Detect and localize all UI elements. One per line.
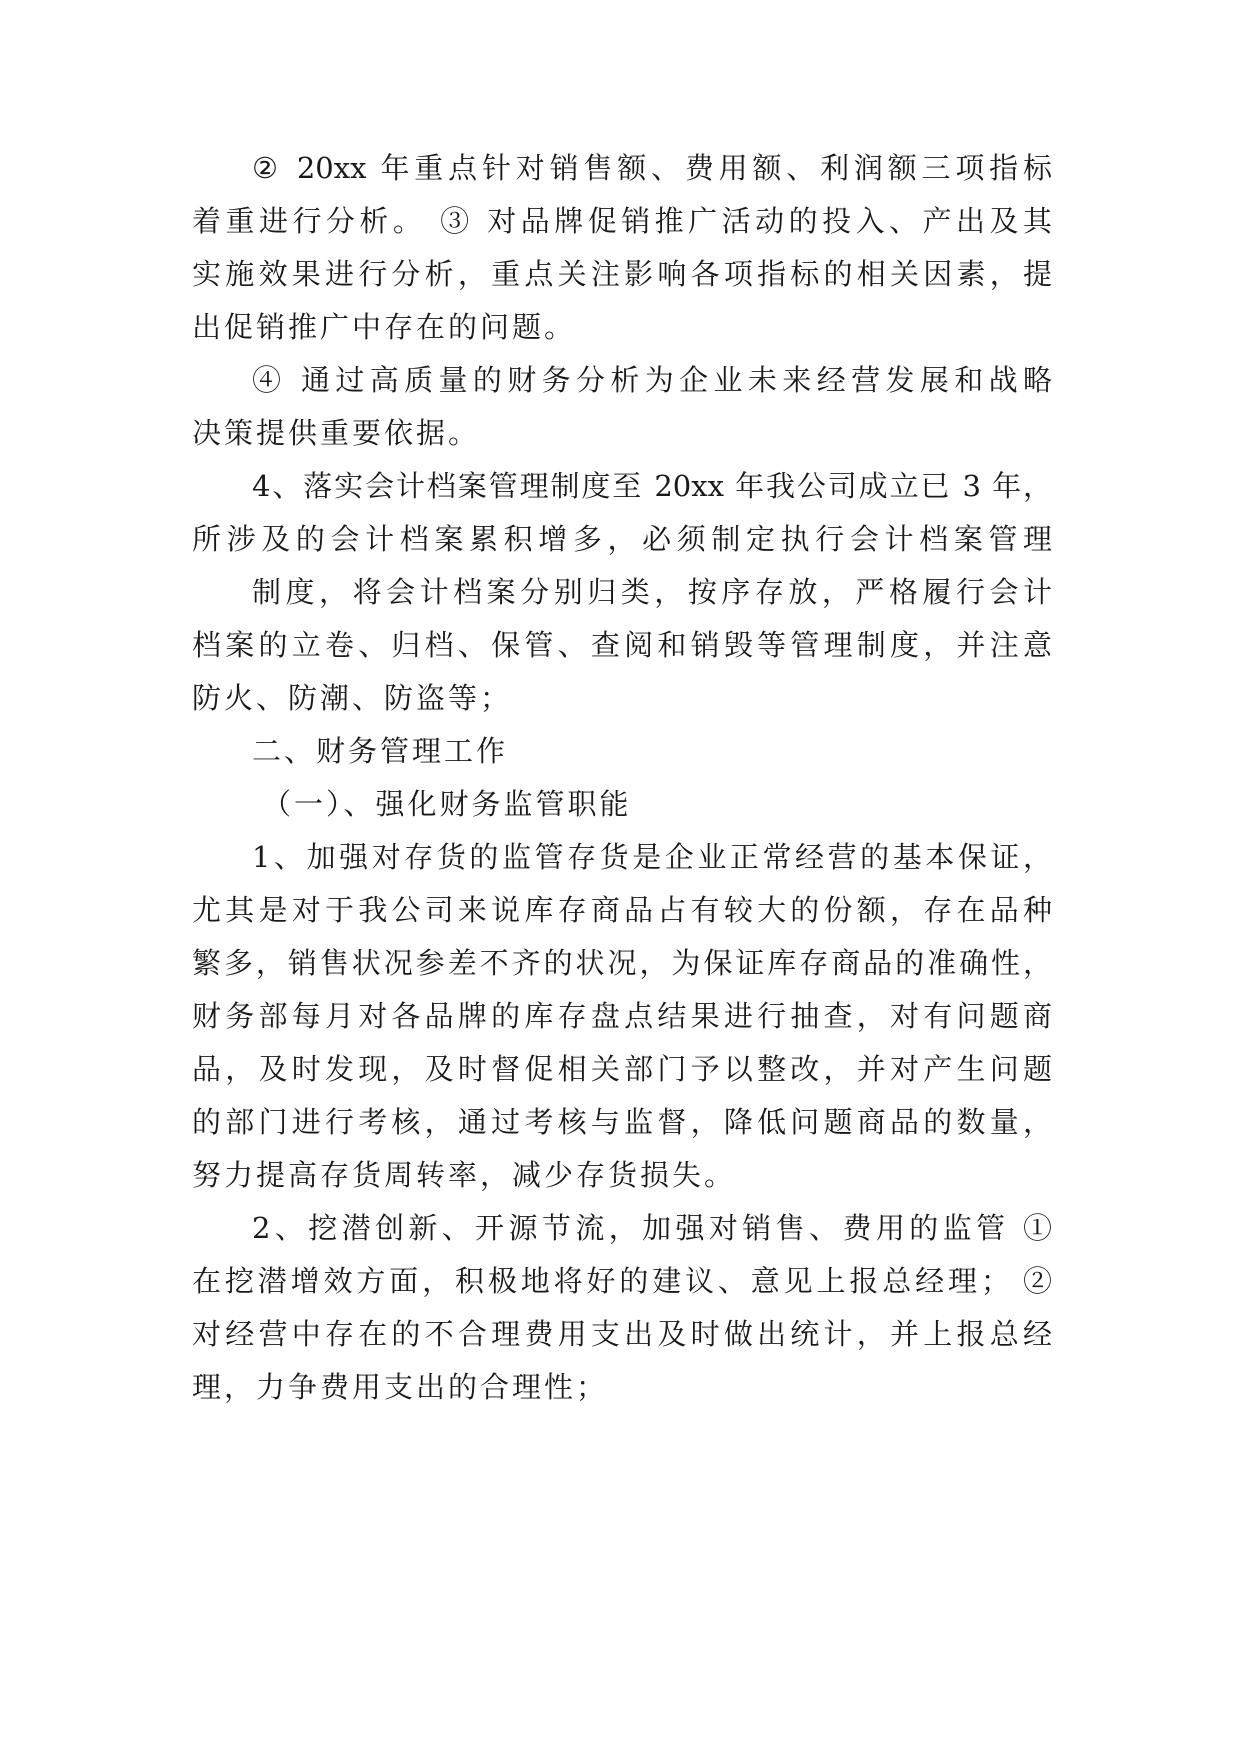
paragraph-line-15: 尤其是对于我公司来说库存商品占有较大的份额，存在品种 <box>192 893 1052 927</box>
paragraph-line-20: 努力提高存货周转率，减少存货损失。 <box>192 1158 737 1192</box>
paragraph-line-8: 所涉及的会计档案累积增多，必须制定执行会计档案管理 <box>192 522 1052 556</box>
paragraph-line-9: 制度，将会计档案分别归类，按序存放，严格履行会计 <box>252 575 1052 609</box>
paragraph-line-22: 在挖潜增效方面，积极地将好的建议、意见上报总经理； ② <box>192 1264 1052 1298</box>
paragraph-line-24: 理，力争费用支出的合理性； <box>192 1370 609 1404</box>
paragraph-line-4: 出促销推广中存在的问题。 <box>192 310 577 344</box>
subsection-heading: （一）、强化财务监管职能 <box>262 787 632 821</box>
paragraph-line-3: 实施效果进行分析，重点关注影响各项指标的相关因素，提 <box>192 257 1052 291</box>
paragraph-line-11: 防火、防潮、防盗等； <box>192 681 513 715</box>
paragraph-line-23: 对经营中存在的不合理费用支出及时做出统计，并上报总经 <box>192 1317 1052 1351</box>
paragraph-line-2: 着重进行分析。 ③ 对品牌促销推广活动的投入、产出及其 <box>192 204 1052 238</box>
paragraph-line-17: 财务部每月对各品牌的库存盘点结果进行抽查，对有问题商 <box>192 999 1052 1033</box>
paragraph-line-19: 的部门进行考核，通过考核与监督，降低问题商品的数量， <box>192 1105 1052 1139</box>
paragraph-line-6: 决策提供重要依据。 <box>192 416 481 450</box>
paragraph-line-5: ④ 通过高质量的财务分析为企业未来经营发展和战略 <box>252 363 1052 397</box>
section-heading: 二、财务管理工作 <box>252 734 509 768</box>
paragraph-line-14: 1、加强对存货的监管存货是企业正常经营的基本保证， <box>252 840 1052 874</box>
paragraph-line-10: 档案的立卷、归档、保管、查阅和销毁等管理制度，并注意 <box>192 628 1052 662</box>
paragraph-line-21: 2、挖潜创新、开源节流，加强对销售、费用的监管 ① <box>252 1211 1052 1245</box>
paragraph-line-16: 繁多，销售状况参差不齐的状况，为保证库存商品的准确性， <box>192 946 1052 980</box>
paragraph-line-1: ② 20xx 年重点针对销售额、费用额、利润额三项指标 <box>252 151 1052 185</box>
paragraph-line-7: 4、落实会计档案管理制度至 20xx 年我公司成立已 3 年， <box>252 469 1052 503</box>
paragraph-line-18: 品，及时发现，及时督促相关部门予以整改，并对产生问题 <box>192 1052 1052 1086</box>
